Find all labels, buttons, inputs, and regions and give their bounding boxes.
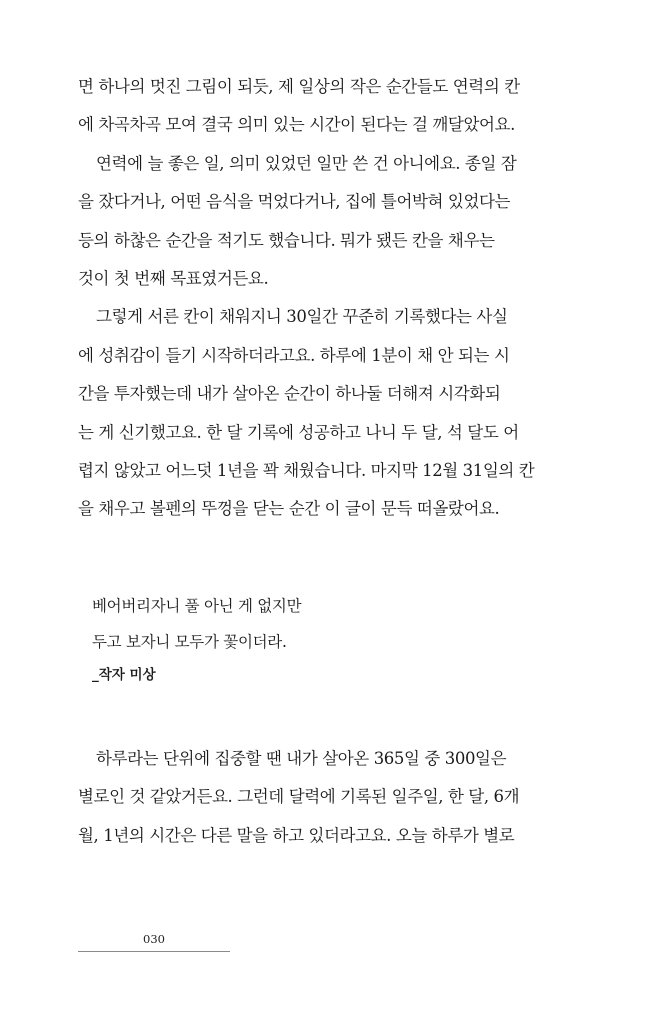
page-number: 030 <box>143 932 165 946</box>
text-line: 별로인 것 같았거든요. 그런데 달력에 기록된 일주일, 한 달, 6개 <box>78 787 520 807</box>
text-line: 에 차곡차곡 모여 결국 의미 있는 시간이 된다는 걸 깨달았어요. <box>78 115 515 135</box>
page-footer <box>78 930 230 952</box>
text-line: 월, 1년의 시간은 다른 말을 하고 있더라고요. 오늘 하루가 별로 <box>78 825 515 845</box>
quotation-block <box>92 588 301 690</box>
text-line: 렵지 않았고 어느덧 1년을 꽉 채웠습니다. 마지막 12월 31일의 칸 <box>78 460 535 480</box>
text-line: 을 채우고 볼펜의 뚜껑을 닫는 순간 이 글이 문득 떠올랐어요. <box>78 499 500 519</box>
text-line: 그렇게 서른 칸이 채워지니 30일간 꾸준히 기록했다는 사실 <box>96 307 508 327</box>
quote-line-1: 베어버리자니 풀 아닌 게 없지만 <box>92 597 302 615</box>
text-line: 것이 첫 번째 목표였거든요. <box>78 268 269 288</box>
text-line: 등의 하찮은 순간을 적기도 했습니다. 뭐가 됐든 칸을 채우는 <box>78 230 495 250</box>
text-line: 는 게 신기했고요. 한 달 기록에 성공하고 나니 두 달, 석 달도 어 <box>78 422 519 442</box>
body-text-top <box>78 68 578 529</box>
footer-rule <box>78 951 230 952</box>
text-line: 간을 투자했는데 내가 살아온 순간이 하나둘 더해져 시각화되 <box>78 384 501 404</box>
body-text-bottom <box>78 740 578 855</box>
text-line: 연력에 늘 좋은 일, 의미 있었던 일만 쓴 건 아니에요. 종일 잠 <box>96 153 517 173</box>
text-line: 하루라는 단위에 집중할 땐 내가 살아온 365일 중 300일은 <box>96 749 507 768</box>
text-line: 을 잤다거나, 어떤 음식을 먹었다거나, 집에 틀어박혀 있었다는 <box>78 192 511 212</box>
quote-line-2: 두고 보자니 모두가 꽃이더라. <box>92 633 287 651</box>
quote-attribution: _작자 미상 <box>92 667 156 683</box>
text-line: 에 성취감이 들기 시작하더라고요. 하루에 1분이 채 안 되는 시 <box>78 345 510 365</box>
text-line: 면 하나의 멋진 그림이 되듯, 제 일상의 작은 순간들도 연력의 칸 <box>78 77 520 96</box>
